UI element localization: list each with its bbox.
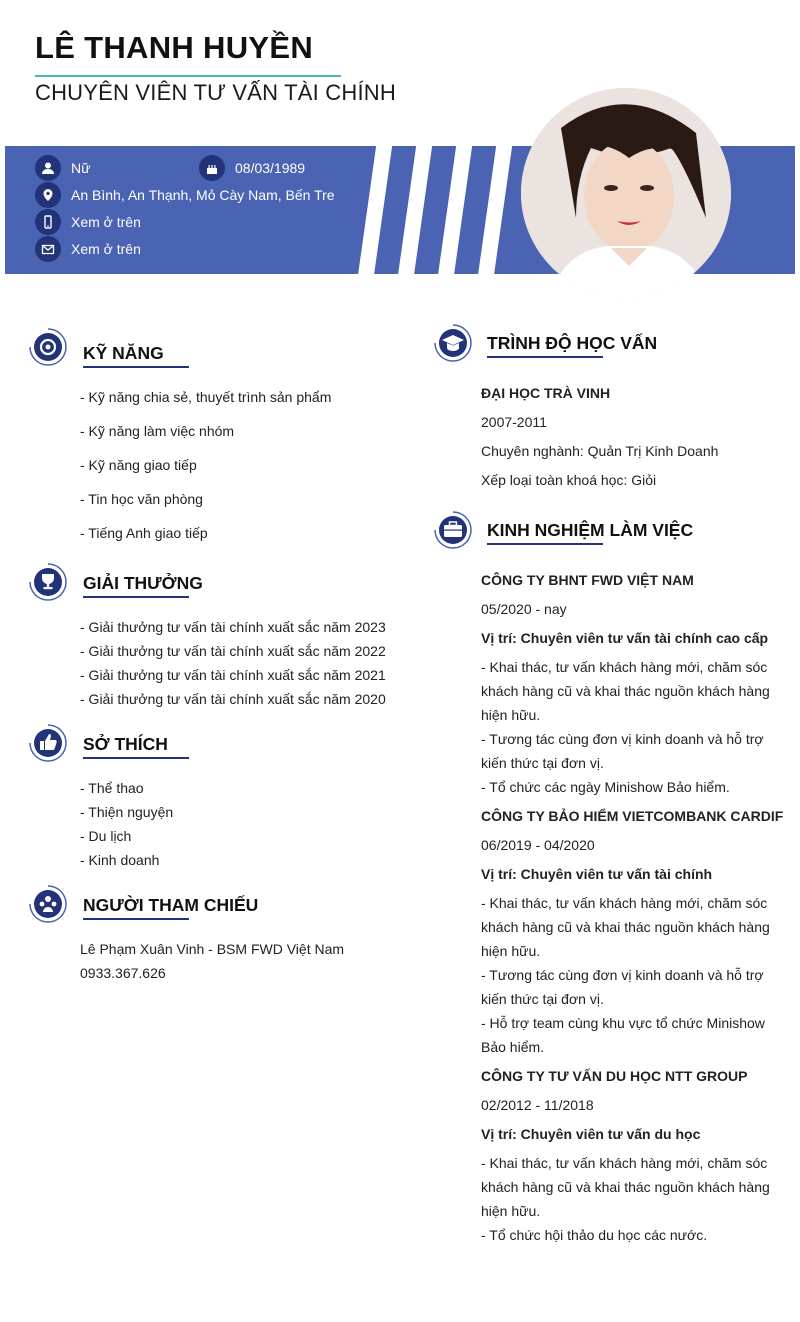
list-item: - Kỹ năng giao tiếp [80, 457, 197, 473]
company-name: CÔNG TY BHNT FWD VIỆT NAM [481, 572, 694, 588]
list-item: - Kỹ năng chia sẻ, thuyết trình sản phẩm [80, 389, 332, 405]
location-pin-icon [35, 182, 61, 208]
job-position: Vị trí: Chuyên viên tư vấn tài chính [481, 866, 713, 882]
job-title: CHUYÊN VIÊN TƯ VẤN TÀI CHÍNH [35, 80, 396, 105]
job-duty: - Khai thác, tư vấn khách hàng mới, chăm sóc khách hàng cũ và khai thác nguồn khách hàng hiện hữu. [481, 1155, 770, 1219]
briefcase-icon [433, 510, 473, 550]
job-period: 06/2019 - 04/2020 [481, 837, 595, 853]
trophy-icon [28, 562, 68, 602]
profile-photo [521, 88, 731, 298]
address-row [35, 182, 335, 208]
job-position: Vị trí: Chuyên viên tư vấn du học [481, 1126, 701, 1142]
experience-underline [487, 543, 603, 545]
skills-underline [83, 366, 189, 368]
gear-icon [28, 327, 68, 367]
list-item: - Giải thưởng tư vấn tài chính xuất sắc năm 2021 [80, 667, 386, 683]
job-duty: - Hỗ trợ team cùng khu vực tổ chức Minishow Bảo hiểm. [481, 1015, 765, 1055]
job-duty: - Khai thác, tư vấn khách hàng mới, chăm sóc khách hàng cũ và khai thác nguồn khách hàng hiện hữu. [481, 895, 770, 959]
list-item: - Thể thao [80, 780, 144, 796]
school-name: ĐẠI HỌC TRÀ VINH [481, 385, 611, 401]
phone-icon [35, 209, 61, 235]
company-name: CÔNG TY TƯ VẤN DU HỌC NTT GROUP [481, 1068, 748, 1084]
company-name: CÔNG TY BẢO HIỂM VIETCOMBANK CARDIF [481, 808, 784, 824]
skills-title: KỸ NĂNG [83, 343, 164, 363]
education-title: TRÌNH ĐỘ HỌC VẤN [487, 333, 658, 353]
cake-icon [199, 155, 225, 181]
thumbs-up-icon [28, 723, 68, 763]
reference-phone: 0933.367.626 [80, 965, 166, 981]
list-item: - Kỹ năng làm việc nhóm [80, 423, 235, 439]
job-duty: - Tương tác cùng đơn vị kinh doanh và hỗ trợ kiến thức tại đơn vị. [481, 731, 764, 771]
experience-title: KINH NGHIỆM LÀM VIỆC [487, 520, 694, 540]
awards-title: GIẢI THƯỞNG [83, 573, 203, 593]
hobbies-underline [83, 757, 189, 759]
education-grade: Xếp loại toàn khoá học: Giỏi [481, 472, 657, 488]
people-icon [28, 884, 68, 924]
phone-row [35, 209, 141, 235]
gender-value: Nữ [71, 160, 91, 176]
awards-underline [83, 596, 189, 598]
references-title: NGƯỜI THAM CHIẾU [83, 895, 259, 915]
email-row [35, 236, 141, 262]
reference-name: Lê Phạm Xuân Vinh - BSM FWD Việt Nam [80, 941, 345, 957]
education-underline [487, 356, 603, 358]
list-item: - Giải thưởng tư vấn tài chính xuất sắc năm 2023 [80, 619, 386, 635]
address-value: An Bình, An Thạnh, Mỏ Cày Nam, Bến Tre [71, 187, 335, 203]
birthday-value: 08/03/1989 [235, 160, 306, 176]
job-duty: - Tương tác cùng đơn vị kinh doanh và hỗ trợ kiến thức tại đơn vị. [481, 967, 764, 1007]
graduation-cap-icon [433, 323, 473, 363]
job-period: 02/2012 - 11/2018 [481, 1097, 594, 1113]
job-duty: - Tổ chức hội thảo du học các nước. [481, 1227, 708, 1243]
phone-value: Xem ở trên [71, 214, 141, 230]
candidate-name: LÊ THANH HUYỀN [35, 30, 314, 65]
birthday-row [199, 155, 305, 181]
list-item: - Giải thưởng tư vấn tài chính xuất sắc năm 2020 [80, 691, 386, 707]
references-underline [83, 918, 189, 920]
name-underline [35, 75, 341, 77]
list-item: - Tin học văn phòng [80, 491, 203, 507]
job-position: Vị trí: Chuyên viên tư vấn tài chính cao cấp [481, 630, 769, 646]
list-item: - Tiếng Anh giao tiếp [80, 525, 208, 541]
hobbies-title: SỞ THÍCH [83, 734, 168, 754]
list-item: - Giải thưởng tư vấn tài chính xuất sắc năm 2022 [80, 643, 386, 659]
email-value: Xem ở trên [71, 241, 141, 257]
job-duty: - Khai thác, tư vấn khách hàng mới, chăm sóc khách hàng cũ và khai thác nguồn khách hàng hiện hữu. [481, 659, 770, 723]
list-item: - Kinh doanh [80, 852, 160, 868]
education-years: 2007-2011 [481, 414, 547, 430]
mail-icon [35, 236, 61, 262]
list-item: - Thiện nguyện [80, 804, 174, 820]
list-item: - Du lịch [80, 828, 132, 844]
person-icon [35, 155, 61, 181]
gender-row [35, 155, 90, 181]
job-duty: - Tổ chức các ngày Minishow Bảo hiểm. [481, 779, 730, 795]
job-period: 05/2020 - nay [481, 601, 567, 617]
education-major: Chuyên nghành: Quản Trị Kinh Doanh [481, 443, 719, 459]
